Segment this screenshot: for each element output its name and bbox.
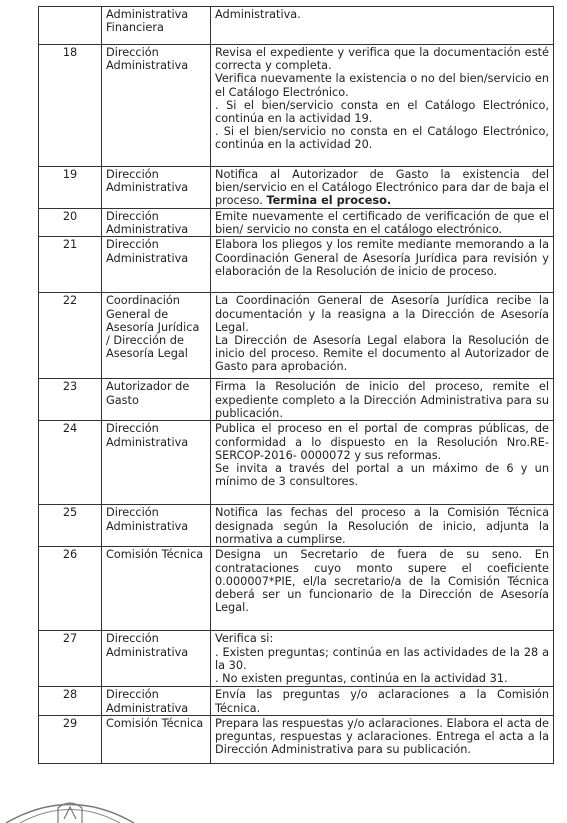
activity-number: 20 — [39, 209, 102, 237]
activity-paragraph — [215, 125, 549, 151]
activity-paragraph — [215, 422, 549, 462]
activity-text: Verifica nuevamente la existencia o no del bien/servicio en el Catálogo Electrónico. — [215, 72, 549, 99]
responsible-line: Dirección — [106, 168, 159, 181]
activity-cell — [211, 631, 554, 687]
activity-text: Prepara las respuestas y/o aclaraciones. Elabora el acta de preguntas, respuestas y aclaraciones. Entrega el acta a la Dirección Administrativa para su publicación. — [215, 716, 549, 757]
activity-number: 29 — [39, 715, 102, 763]
responsible-line: / Dirección de — [106, 334, 184, 348]
activity-text: Envía las preguntas y/o aclaraciones a la Comisión Técnica. — [215, 688, 549, 715]
table-row — [39, 421, 554, 505]
responsible-cell — [102, 715, 211, 763]
responsible-line: Comisión Técnica — [106, 716, 204, 730]
activity-text: . Existen preguntas; continúa en las actividades de la 28 a la 30. — [215, 645, 549, 672]
activity-number: 21 — [39, 237, 102, 293]
responsible-line: Dirección — [106, 238, 159, 252]
responsible-cell — [102, 687, 211, 715]
table-row — [39, 379, 554, 421]
activity-paragraph — [215, 238, 549, 278]
responsible-line: Dirección — [106, 210, 159, 223]
activity-text: Emite nuevamente el certificado de verificación de que el bien/ servicio no consta en el catálogo electrónico. — [215, 210, 549, 237]
official-seal — [0, 792, 140, 823]
responsible-line: Dirección — [106, 46, 159, 59]
activity-cell — [211, 547, 554, 631]
activity-cell — [211, 237, 554, 293]
responsible-line: Comisión Técnica — [106, 548, 204, 562]
activity-paragraph — [215, 717, 549, 757]
responsible-line: Gasto — [106, 393, 139, 407]
activity-paragraph — [215, 646, 549, 672]
activity-cell — [211, 505, 554, 547]
responsible-cell — [102, 293, 211, 379]
activity-text: Designa un Secretario de fuera de su seno. En contrataciones cuyo monto supere el coeficiente 0.000007*PIE, el/la secretario/a de la Comisión Técnica deberá ser un funcionario de la Dirección de Asesoría Legal. — [215, 548, 549, 615]
activity-paragraph — [215, 688, 549, 714]
activity-cell — [211, 379, 554, 421]
table-row — [39, 209, 554, 237]
activity-number: 27 — [39, 631, 102, 687]
responsible-line: Administrativa — [106, 8, 189, 21]
table-row — [39, 505, 554, 547]
table-row — [39, 687, 554, 715]
responsible-line: Financiera — [106, 21, 164, 35]
responsible-cell — [102, 547, 211, 631]
activity-cell — [211, 45, 554, 167]
responsible-line: Coordinación — [106, 294, 180, 308]
responsible-cell — [102, 505, 211, 547]
activity-cell — [211, 209, 554, 237]
activity-text: Verifica si: — [215, 632, 274, 646]
activity-text: . Si el bien/servicio consta en el Catálogo Electrónico, continúa en la actividad 19. — [215, 98, 549, 126]
activity-paragraph — [215, 548, 549, 614]
responsible-line: Dirección — [106, 688, 159, 702]
activity-text: Notifica al Autorizador de Gasto la existencia del bien/servicio en el Catálogo Electrónico para dar de baja el proceso. — [215, 168, 549, 208]
activity-text: La Dirección de Asesoría Legal elabora la Resolución de inicio del proceso. Remite el documento al Autorizador de Gasto para aprobación. — [215, 334, 549, 374]
activity-paragraph — [215, 380, 549, 420]
responsible-cell — [102, 167, 211, 209]
activity-cell — [211, 7, 554, 45]
activity-cell — [211, 687, 554, 715]
activity-cell — [211, 715, 554, 763]
activity-paragraph — [215, 210, 549, 236]
activity-text: Revisa el expediente y verifica que la documentación esté correcta y completa. — [215, 46, 549, 73]
activity-text: . Si el bien/servicio no consta en el Catálogo Electrónico, continúa en la actividad 20. — [215, 125, 549, 152]
activity-paragraph — [215, 672, 549, 685]
responsible-cell — [102, 45, 211, 167]
responsible-line: Asesoría Jurídica — [106, 320, 200, 334]
activity-number: 25 — [39, 505, 102, 547]
responsible-line: Administrativa — [106, 223, 189, 237]
activity-text: . No existen preguntas, continúa en la actividad 31. — [215, 672, 508, 686]
responsible-cell — [102, 237, 211, 293]
activities-table-body — [39, 7, 554, 764]
activity-number: 22 — [39, 293, 102, 379]
responsible-line: Autorizador de — [106, 380, 190, 394]
activity-number: 18 — [39, 45, 102, 167]
table-row — [39, 293, 554, 379]
activity-paragraph — [215, 72, 549, 98]
responsible-line: Administrativa — [106, 645, 189, 659]
activity-paragraph — [215, 46, 549, 72]
table-row — [39, 167, 554, 209]
activity-number: 26 — [39, 547, 102, 631]
responsible-line: General de — [106, 307, 169, 321]
activity-text: Firma la Resolución de inicio del proceso, remite el expediente completo a la Dirección Administrativa para su publicación. — [215, 380, 549, 420]
responsible-cell — [102, 7, 211, 45]
activity-text: Se invita a través del portal a un máximo de 6 y un mínimo de 3 consultores. — [215, 462, 549, 489]
responsible-cell — [102, 379, 211, 421]
responsible-line: Administrativa — [106, 519, 189, 533]
activity-paragraph — [215, 506, 549, 546]
activity-paragraph — [215, 462, 549, 488]
responsible-line: Dirección — [106, 506, 159, 520]
activity-text: Notifica las fechas del proceso a la Comisión Técnica designada según la Resolución de inicio, adjunta la normativa a cumplirse. — [215, 506, 549, 546]
responsible-line: Administrativa — [106, 181, 189, 195]
responsible-line: Dirección — [106, 422, 159, 436]
responsible-line: Administrativa — [106, 59, 189, 73]
responsible-cell — [102, 421, 211, 505]
activity-paragraph — [215, 99, 549, 125]
table-row — [39, 7, 554, 45]
activity-paragraph — [215, 632, 549, 645]
activity-number — [39, 7, 102, 45]
activity-cell — [211, 421, 554, 505]
activity-number: 28 — [39, 687, 102, 715]
table-row — [39, 547, 554, 631]
activity-paragraph — [215, 294, 549, 334]
table-row — [39, 45, 554, 167]
responsible-cell — [102, 209, 211, 237]
activity-text: Administrativa. — [215, 8, 301, 21]
table-row — [39, 631, 554, 687]
activity-emphasis: Termina el proceso. — [266, 194, 392, 208]
activity-paragraph — [215, 334, 549, 374]
responsible-line: Dirección — [106, 632, 159, 646]
activity-number: 24 — [39, 421, 102, 505]
activity-cell — [211, 293, 554, 379]
activity-text: Elabora los pliegos y los remite mediante memorando a la Coordinación General de Asesoría Jurídica para revisión y elaboración de la Resolución de inicio de proceso. — [215, 238, 549, 278]
activity-text: La Coordinación General de Asesoría Jurídica recibe la documentación y la reasigna a la Dirección de Asesoría Legal. — [215, 294, 549, 334]
activities-table — [38, 6, 554, 764]
responsible-line: Administrativa — [106, 435, 189, 449]
responsible-line: Administrativa — [106, 701, 189, 715]
responsible-line: Administrativa — [106, 251, 189, 265]
activity-cell — [211, 167, 554, 209]
table-row — [39, 715, 554, 763]
activity-paragraph — [215, 168, 549, 208]
responsible-line: Asesoría Legal — [106, 347, 188, 361]
activity-number: 23 — [39, 379, 102, 421]
activity-number: 19 — [39, 167, 102, 209]
table-row — [39, 237, 554, 293]
responsible-cell — [102, 631, 211, 687]
activity-text: Publica el proceso en el portal de compras públicas, de conformidad a lo dispuesto en la Resolución Nro.RE-SERCOP-2016- 0000072 y sus reformas. — [215, 422, 549, 462]
activity-paragraph — [215, 8, 549, 21]
